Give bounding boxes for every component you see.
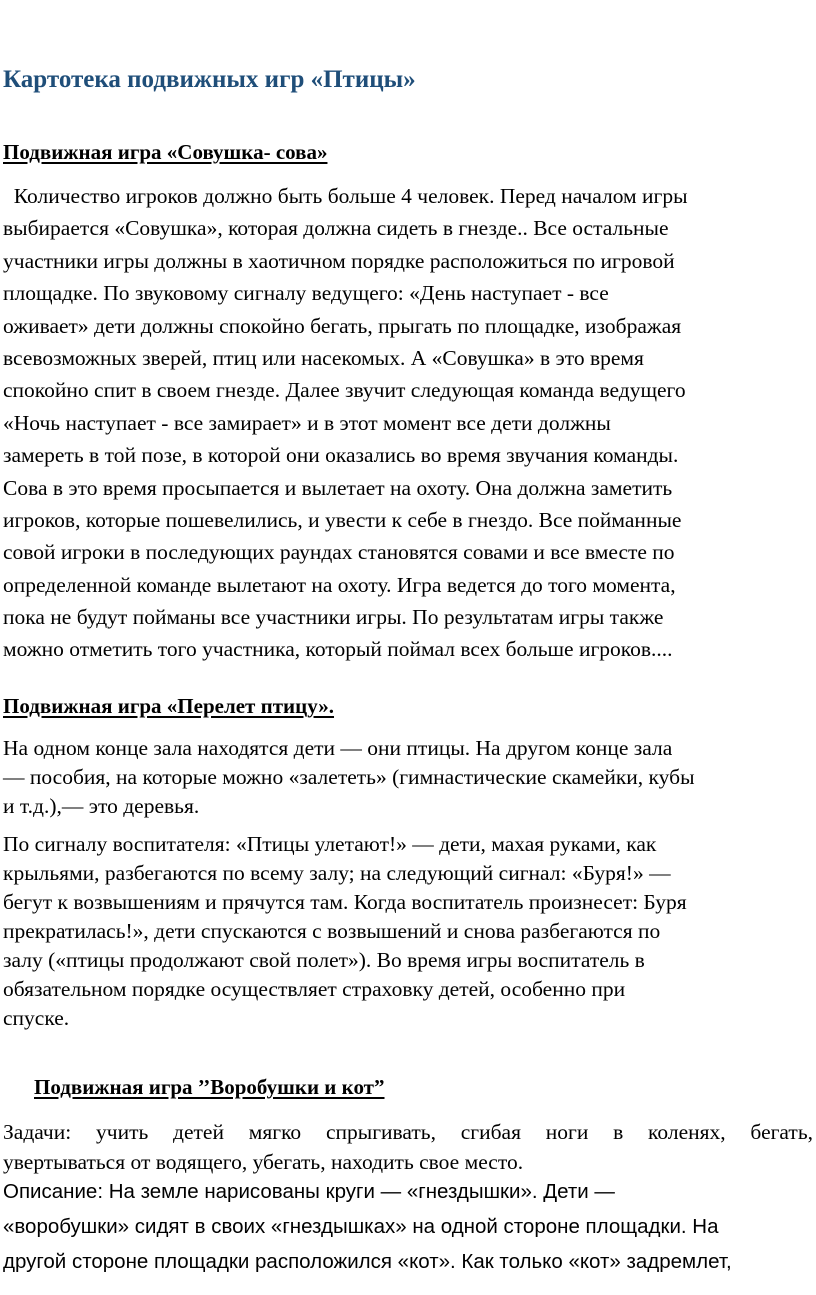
paragraph-line: «Ночь наступает - все замирает» и в этот момент все дети должны [3,410,611,435]
tasks-line: увертываться от водящего, убегать, находить свое место. [3,1150,524,1174]
paragraph-line: площадке. По звуковому сигналу ведущего: «День наступает - все [3,281,609,306]
paragraph-line: По сигналу воспитателя: «Птицы улетают!» — дети, махая руками, как [3,832,657,856]
paragraph-line: выбирается «Совушка», которая должна сидеть в гнезде.. Все остальные [3,216,669,241]
paragraph-line: другой стороне площадки расположился «кот». Как только «кот» задремлет, [3,1250,732,1273]
paragraph-line: и т.д.),— это деревья. [3,794,200,818]
paragraph-line: «воробушки» сидят в своих «гнездышках» на одной стороне площадки. На [3,1215,719,1238]
paragraph-line: определенной команде вылетают на охоту. Игра ведется до того момента, [3,572,676,597]
paragraph-line: оживает» дети должны спокойно бегать, прыгать по площадке, изображая [3,313,682,338]
paragraph-line: — пособия, на которые можно «залететь» (гимнастические скамейки, кубы [3,765,695,789]
paragraph-line: можно отметить того участника, который поймал всех больше игроков.... [3,637,673,662]
paragraph-line: спуске. [3,1006,70,1030]
paragraph-line: участники игры должны в хаотичном порядке расположиться по игровой [3,248,675,273]
paragraph-line: прекратилась!», дети спускаются с возвышений и снова разбегаются по [3,919,661,943]
paragraph-line: Количество игроков должно быть больше 4 человек. Перед началом игры [3,184,688,208]
paragraph-line: замереть в той позе, в которой они оказались во время звучания команды. [3,443,679,468]
paragraph-line: пока не будут пойманы все участники игры. По результатам игры также [3,605,664,630]
game3-heading: Подвижная игра ’’Воробушки и кот” [34,1075,385,1099]
paragraph-line: Описание: На земле нарисованы круги — «гнездышки». Дети — [3,1180,615,1203]
game1-heading: Подвижная игра «Совушка- сова» [3,140,328,164]
paragraph-line: совой игроки в последующих раундах становятся совами и все вместе по [3,540,675,565]
game1-description [3,180,688,666]
paragraph-line: игроков, которые пошевелились, и увести к себе в гнездо. Все пойманные [3,507,682,532]
paragraph-line: залу («птицы продолжают свой полет»). Во время игры воспитатель в [3,948,645,972]
document-title: Картотека подвижных игр «Птицы» [3,66,416,93]
paragraph-line: На одном конце зала находятся дети — они птицы. На другом конце зала [3,736,673,760]
game2-heading: Подвижная игра «Перелет птицу». [3,694,335,718]
paragraph-line: всевозможных зверей, птиц или насекомых. А «Совушка» в это время [3,345,644,370]
paragraph-line: крыльями, разбегаются по всему залу; на следующий сигнал: «Буря!» — [3,861,671,885]
paragraph-line: Сова в это время просыпается и вылетает на охоту. Она должна заметить [3,475,673,500]
game2-setup-paragraph [3,734,695,821]
paragraph-line: спокойно спит в своем гнезде. Далее звучит следующая команда ведущего [3,378,686,403]
paragraph-line: бегут к возвышениям и прячутся там. Когда воспитатель произнесет: Буря [3,890,687,914]
game3-tasks [3,1117,813,1177]
tasks-line: Задачи: учить детей мягко спрыгивать, сгибая ноги в коленях, бегать, [3,1120,813,1144]
paragraph-line: обязательном порядке осуществляет страховку детей, особенно при [3,977,626,1001]
game3-description [3,1174,732,1279]
game2-rules-paragraph [3,830,687,1033]
